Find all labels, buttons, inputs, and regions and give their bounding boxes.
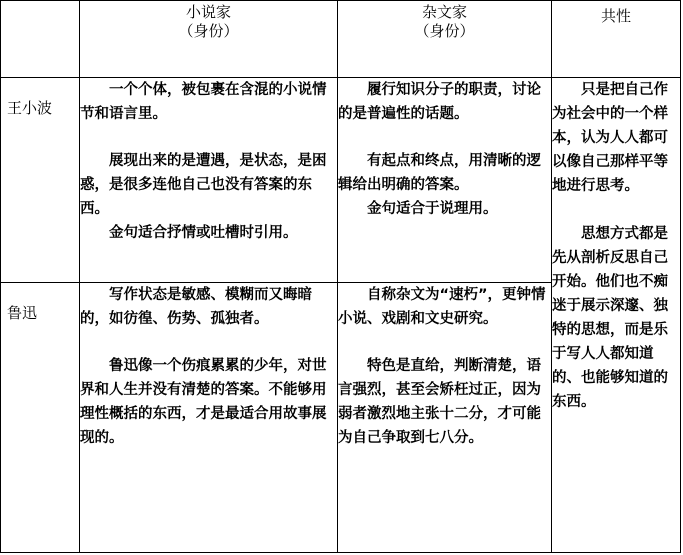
header-corner-cell — [1, 1, 80, 78]
header-essayist-cell — [338, 1, 552, 78]
wang-novelist-text — [80, 78, 337, 245]
row-label-wang-xiaobo: 王小波 — [7, 99, 53, 117]
header-row — [1, 1, 681, 78]
wang-essayist-cell — [338, 78, 552, 283]
table-row-wang-xiaobo — [1, 78, 681, 283]
wang-novelist-paragraph-3: 金句适合抒情或吐槽时引用。 — [109, 225, 298, 241]
wang-essayist-paragraph-2: 有起点和终点，用清晰的逻辑给出明确的答案。 — [338, 153, 541, 193]
header-essayist-subtitle: （身份） — [414, 22, 475, 40]
wang-essayist-text — [338, 78, 551, 221]
lu-novelist-cell — [80, 283, 338, 553]
row-label-cell — [1, 283, 80, 553]
header-novelist-cell — [80, 1, 338, 78]
common-paragraph-2: 思想方式都是先从剖析反思自己开始。他们也不痴迷于展示深邃、独特的思想，而是乐于写人人都知道的、也能够知道的东西。 — [552, 226, 668, 410]
header-common-title: 共性 — [600, 7, 631, 25]
header-common-cell — [552, 1, 681, 78]
lu-novelist-paragraph-2: 鲁迅像一个伤痕累累的少年，对世界和人生并没有清楚的答案。不能够用理性概括的东西，才是最适合用故事展现的。 — [80, 358, 327, 446]
lu-novelist-paragraph-1: 写作状态是敏感、模糊而又晦暗的，如彷徨、伤势、孤独者。 — [80, 287, 312, 327]
lu-essayist-cell — [338, 283, 552, 553]
wang-essayist-paragraph-3: 金句适合于说理用。 — [367, 201, 498, 217]
wang-novelist-cell — [80, 78, 338, 283]
header-essayist — [338, 1, 551, 41]
wang-novelist-paragraph-1: 一个个体，被包裹在含混的小说情节和语言里。 — [80, 82, 327, 122]
lu-essayist-text — [338, 283, 551, 450]
lu-novelist-text — [80, 283, 337, 450]
wang-novelist-paragraph-2: 展现出来的是遭遇，是状态，是困惑，是很多连他自己也没有答案的东西。 — [80, 153, 327, 217]
common-traits-cell — [552, 78, 681, 553]
lu-essayist-paragraph-2: 特色是直给，判断清楚，语言强烈，甚至会矫枉过正，因为弱者激烈地主张十二分，才可能为自己争取到七八分。 — [338, 358, 541, 446]
header-essayist-title: 杂文家 — [421, 3, 467, 21]
header-novelist-subtitle: （身份） — [178, 22, 239, 40]
common-traits-text — [552, 78, 680, 414]
header-novelist — [80, 1, 337, 41]
lu-essayist-paragraph-1: 自称杂文为“速朽”，更钟情小说、戏剧和文史研究。 — [338, 287, 546, 327]
row-label-lu-xun: 鲁迅 — [7, 304, 38, 322]
wang-essayist-paragraph-1: 履行知识分子的职责，讨论的是普遍性的话题。 — [338, 82, 541, 122]
common-paragraph-1: 只是把自己作为社会中的一个样本，认为人人都可以像自己那样平等地进行思考。 — [552, 82, 668, 194]
row-label-cell — [1, 78, 80, 283]
header-novelist-title: 小说家 — [185, 3, 231, 21]
